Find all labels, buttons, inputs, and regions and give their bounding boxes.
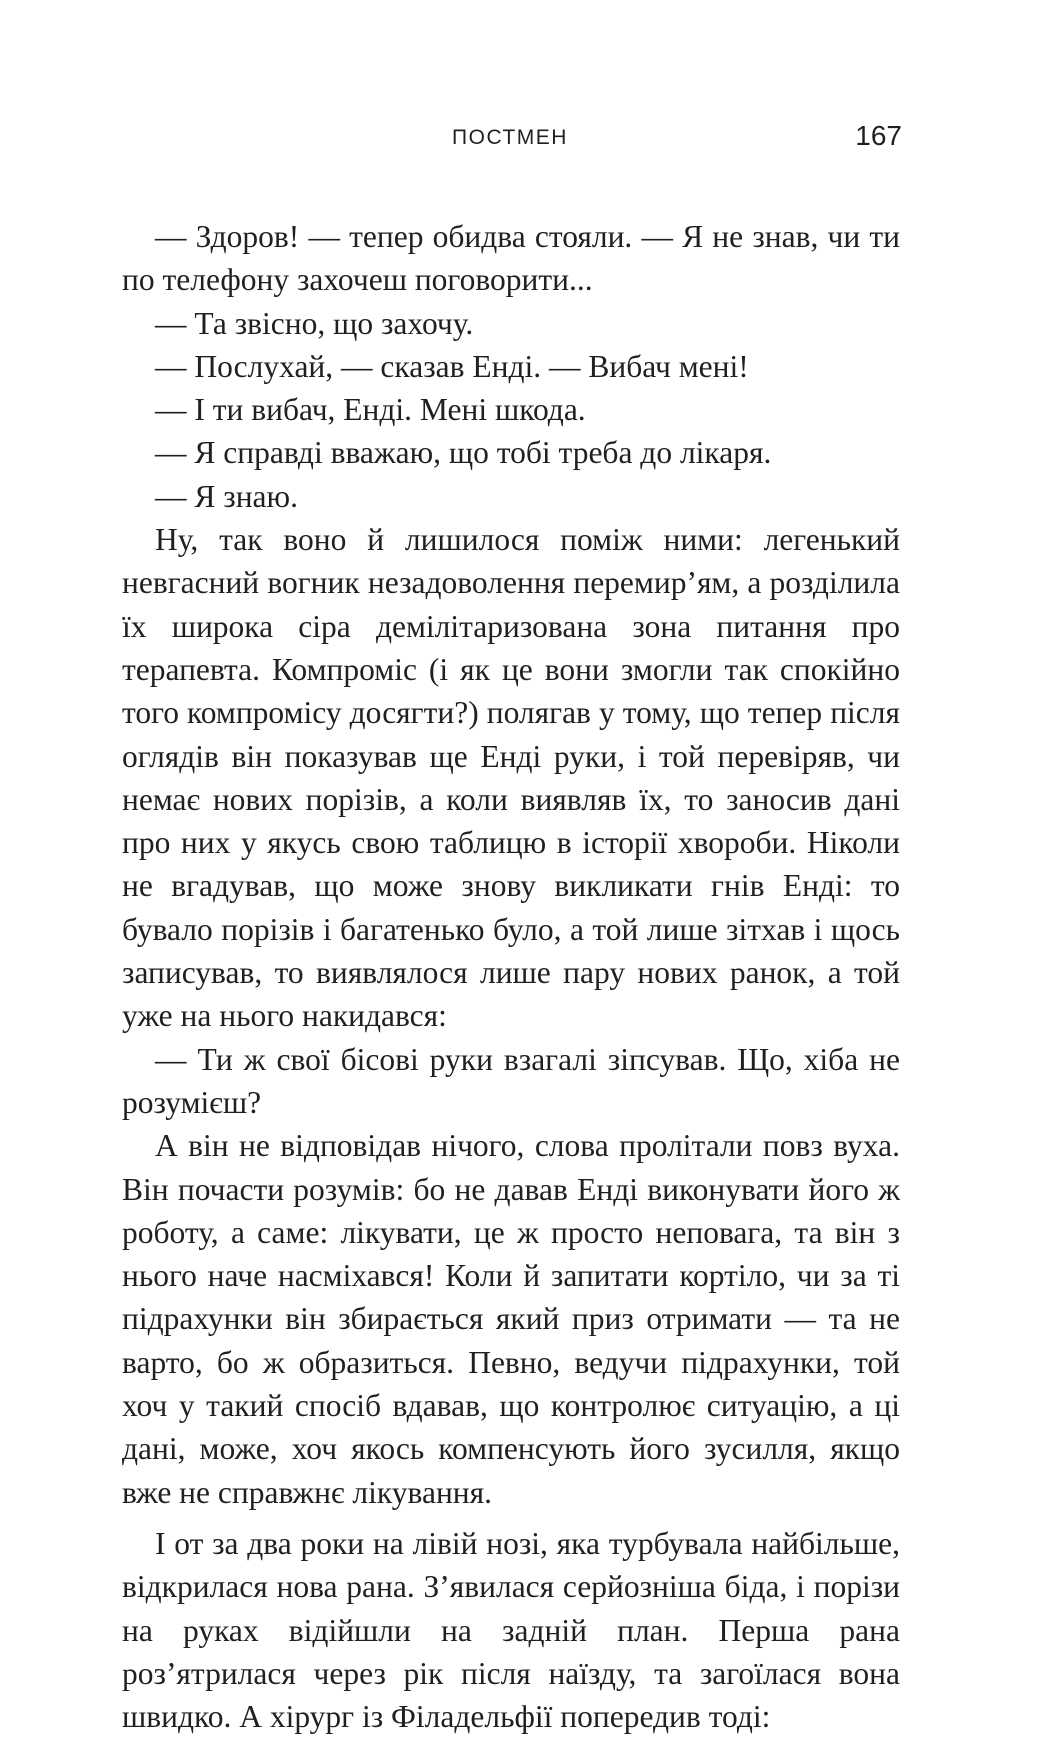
paragraph: — Здоров! — тепер обидва стояли. — Я не знав, чи ти по телефону захочеш поговорити... (122, 219, 900, 298)
paragraph: І от за два роки на лівій нозі, яка турбувала найбільше, відкрилася нова рана. З’явилася серйозніша біда, і порізи на руках відійшли на задній план. Перша рана роз’ятрилася через рік після наїзду, та загоїлася вона швидко. А хірург із Філадельфії попередив тоді: (122, 1525, 900, 1735)
paragraph: — Та звісно, що захочу. (155, 305, 474, 341)
paragraph: Ну, так воно й лишилося поміж ними: легенький невгасний вогник незадоволення перемир’ям, а розділила їх широка сіра демілітаризована зона питання про терапевта. Компроміс (і як це вони змогли так спокійно того компромісу досягти?) полягав у тому, що тепер після оглядів він показував ще Енді руки, і той перевіряв, чи немає нових порізів, а коли виявляв їх, то заносив дані про них у якусь свою таблицю в історії хвороби. Ніколи не вгадував, що може знову викликати гнів Енді: то бувало порізів і багатенько було, а той лише зітхав і щось записував, то виявлялося лише пару нових ранок, а той уже на нього накидався: (122, 522, 900, 1034)
paragraph: — Я справді вважаю, що тобі треба до лікаря. (155, 435, 772, 471)
paragraph: — І ти вибач, Енді. Мені шкода. (155, 392, 586, 428)
body-text (122, 215, 900, 1738)
page-number: 167 (855, 120, 902, 151)
running-title: ПОСТМЕН (452, 126, 568, 149)
paragraph: — Я знаю. (155, 478, 298, 514)
paragraph: — Ти ж свої бісові руки взагалі зіпсував. Що, хіба не розумієш? (122, 1041, 900, 1120)
paragraph: А він не відповідав нічого, слова пролітали повз вуха. Він почасти розумів: бо не давав Енді виконувати його ж роботу, а саме: лікувати, це ж просто неповага, та він з нього наче насміхався! Коли й запитати кортіло, чи за ті підрахунки він збирається який приз отримати — та не варто, бо ж образиться. Певно, ведучи підрахунки, той хоч у такий спосіб вдавав, що контролює ситуацію, а ці дані, може, хоч якось компенсують його зусилля, якщо вже не справжнє лікування. (122, 1128, 900, 1510)
paragraph: — Послухай, — сказав Енді. — Вибач мені! (155, 348, 749, 384)
running-head (120, 120, 900, 160)
